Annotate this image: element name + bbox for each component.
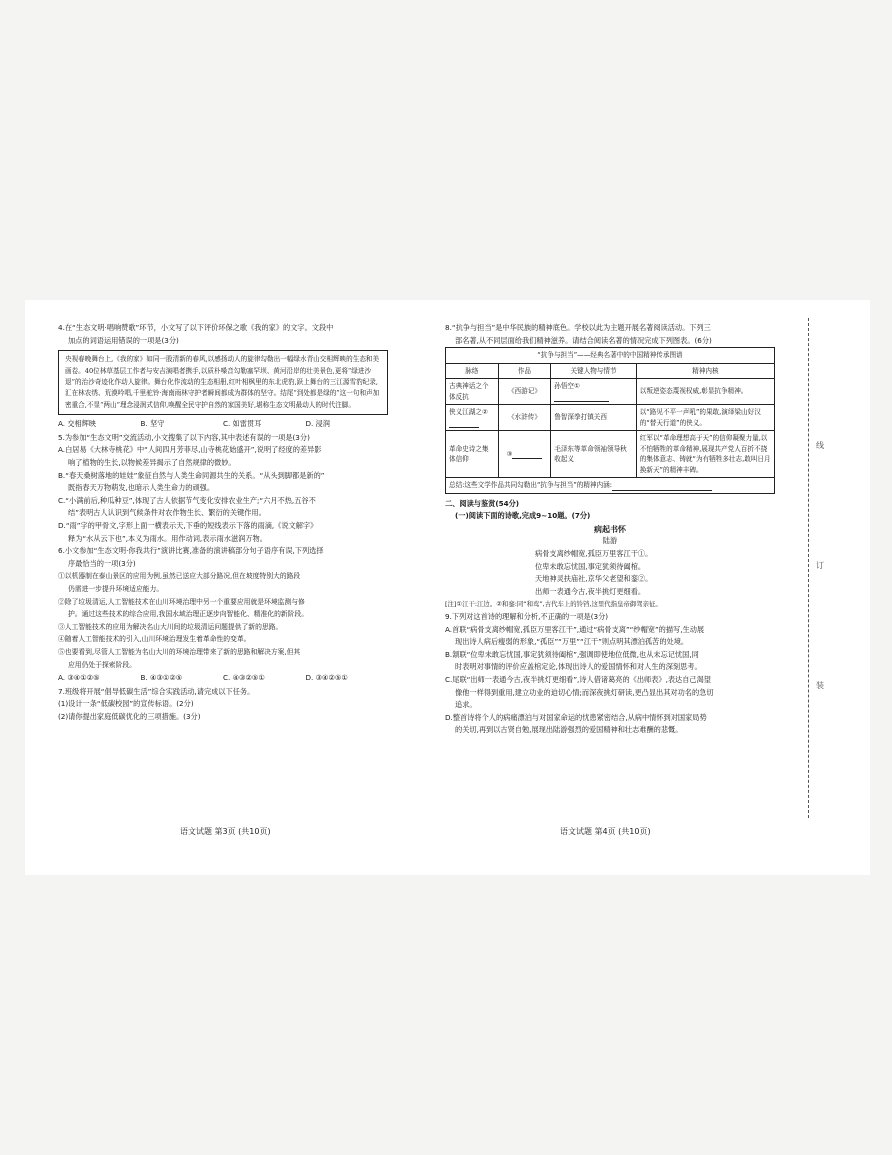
q4-option-b[interactable]: B. 坚守 [140,419,165,429]
q4-stem2: 加点的词语运用错误的一项是(3分) [68,335,179,345]
q5-line: A.白居易《大林寺桃花》中“人间四月芳菲尽,山寺桃花始盛开”,说明了经度的差异影 [58,445,322,455]
table-cell: 革命史诗之集体信仰 [446,431,499,478]
q5-line: C.“小满前后,种瓜种豆”,体现了古人依据节气变化安排农业生产;“六月不热,五谷不 [58,495,316,505]
q4-option-c[interactable]: C. 如雷贯耳 [223,419,262,429]
table-header: 关键人物与情节 [551,363,637,379]
table-row [446,405,775,431]
q9-line: A.首联“病骨支离纱帽宽,孤臣万里客江干”,通过“病骨支离”“纱帽宽”的描写,生动展 [445,624,705,634]
right-page [445,322,775,737]
table-cell: 以叛逆姿态蔑视权威,彰显抗争精神。 [636,379,774,405]
poem-line: 天地神灵扶庙社,京华父老望和銮②。 [535,574,653,584]
table-summary[interactable]: 总结:这些文学作品共同勾勒出“抗争与担当”的精神内涵: [446,478,775,494]
table-cell: 红军以“革命理想高于天”的信仰凝聚力量,以不怕牺牲的革命精神,展现共产党人百折不挠的集体意志、铸就“为有牺牲多壮志,敢叫日月换新天”的精神丰碑。 [636,431,774,478]
q5-line: 结”表明古人认识到气候条件对农作物生长、繁衍的关键作用。 [68,508,266,518]
q7-line: 7.班级将开展“倡导低碳生活”综合实践活动,请完成以下任务。 [58,686,255,696]
q4-passage: 央视春晚舞台上,《我的家》如同一股清新的春风,以感扬动人的旋律勾勒出一幅绿水青山交相辉映的生态和美画卷。40位林草基层工作者与安吉演唱者携手,以质朴嗓音勾勒塞罕坝、黄河沿岸的壮美景色,更将“绿进沙退”的治沙奇迹化作动人旋律。舞台化作流动的生态相册,红叶相枫里的东北虎豹,跃上舞台的三江源雪豹纪录,汇在林农绣、荒漠吟唱,千里驼铃·海南雨林守护者瞬间都成为群体的坚守。结尾“到处都是绿的”这一句和声加密重合,不显“两山”理念浸润式信仰,唤醒全民守护自然的家国美好,堪称生态文明最动人的时代注脚。 [58,350,388,415]
q5-line: 释为“水从云下也”,本义为雨水。用作动词,表示雨水滋润万物。 [68,533,267,543]
table-cell[interactable]: 孙悟空① [551,379,637,405]
right-footer: 语文试题 第4页 (共10页) [560,827,651,836]
q6-item: ④随着人工智能技术的引入,山川环境治理发生着革命性的变革。 [58,635,251,644]
poem [445,523,775,599]
q8-table [445,347,775,494]
table-header: 作品 [498,363,551,379]
q6-item: ⑤也要看到,尽管人工智能为名山大川的环境治理带来了新的思路和解决方案,但其 [58,647,301,656]
table-header: 精神内核 [636,363,774,379]
margin-mark-1: 线 [816,441,824,450]
q6-item: 护。通过这些技术的综合应用,我国水域治理正逐步向智能化、精准化的新阶段。 [68,610,309,619]
q8-stem: 8.“抗争与担当”是中华民族的精神底色。学校以此为主题开展名著阅读活动。下列三 [445,323,711,332]
q9-line: B.颔联“位卑未敢忘忧国,事定犹须待阖棺”,强调即使地位低微,也从未忘记忧国,同 [445,649,699,659]
margin-mark-2: 订 [816,561,824,570]
poem-line: 位卑未敢忘忧国,事定犹须待阖棺。 [535,561,646,571]
table-cell: 以“路见不平一声吼”的果敢,演绎梁山好汉的“替天行道”的侠义。 [636,405,774,431]
q9-line: 现出诗人病后瘦弱的形象,“孤臣”“万里”“江干”则点明其漂泊孤苦的处境。 [455,637,689,647]
q4-option-d[interactable]: D. 浸润 [305,419,330,429]
poem-author: 陆游 [602,536,618,546]
q7-line: (2)请你提出家庭低碳优化的三项措施。(3分) [58,711,201,721]
table-title: “抗争与担当”——经典名著中的中国精神传承图谱 [446,348,775,364]
table-cell: 《西游记》 [498,379,551,405]
q6-options [58,672,388,685]
binding-line [808,318,809,818]
q5-line: 5.为参加“生态文明”交流活动,小文搜集了以下内容,其中表述有误的一项是(3分) [58,432,310,442]
table-header: 脉络 [446,363,499,379]
q4-option-a[interactable]: A. 交相辉映 [58,419,97,429]
q6-line: 6.小文参加“生态文明·你我共行”演讲比赛,准备的演讲稿部分句子语序有误,下列选择 [58,546,324,556]
section-title: 二、阅读与鉴赏(54分) [445,498,520,508]
q5-line: D.“雨”字的甲骨文,字形上面一横表示天,下垂的短线表示下落的雨滴,《说文解字》 [58,520,318,530]
margin-mark-3: 装 [816,681,824,690]
q5-line: B.“春天桑树落地的娃娃”象征自然与人类生命同源共生的关系。“从头到脚都是新的” [58,470,325,480]
poem-note: [注]①江干:江边。②和銮:同“和鸾”,古代车上的铃铛,这里代指皇帝御驾亲征。 [445,600,662,609]
q6-option-a[interactable]: A. ③④①②⑤ [58,673,100,683]
q9-line: D.整首诗将个人的病痛漂泊与对国家命运的忧患紧密结合,从病中情怀到对国家局势 [445,712,707,722]
q9-line: 时表明对事情的评价应盖棺定论,体现出诗人的爱国情怀和对人生的深刻思考。 [455,662,702,672]
left-footer: 语文试题 第3页 (共10页) [180,827,271,836]
q5-line: 既指春天万物萌发,也暗示人类生命力的顽强。 [68,483,215,493]
table-row [446,379,775,405]
table-cell[interactable]: ③ [498,431,551,478]
q9-line: C.尾联“出师一表通今古,夜半挑灯更细看”,诗人借诸葛亮的《出师表》,表达自己渴望 [445,675,711,684]
q6-item: 仍需进一步提升环境适应能力。 [68,584,164,593]
poem-title: 病起书怀 [594,523,626,534]
table-cell: 古典神话之个体反抗 [446,379,499,405]
left-page [58,322,388,723]
q5-line: 响了植物的生长,以物候差异揭示了自然规律的微妙。 [68,458,236,467]
q9-line: 追求。 [455,700,477,710]
poem-line: 病骨支离纱帽宽,孤臣万里客江干①。 [535,549,653,559]
q6-line: 序最恰当的一项(3分) [68,558,136,568]
q7-line: (1)设计一条“低碳校园”的宣传标语。(2分) [58,699,194,709]
q6-item: ①以机器制在泰山景区的应用为例,虽然已送应大部分路况,但在坡度特别大的路段 [58,572,301,581]
q4-options [58,418,388,431]
q8-stem2: 部名著,从不同层面给我们精神滋养。请结合阅读名著的情况完成下列图表。(6分) [455,335,712,345]
q6-option-c[interactable]: C. ④③②⑤① [223,673,265,683]
q6-item: ②除了垃圾清运,人工智能技术在山川环境治理中另一个重要应用就是环境监测与修 [58,597,305,606]
q9-line: 像他一样得到重用,建立功业的迫切心情;而深夜挑灯研读,更凸显出其对功名的急切 [455,687,714,697]
q6-option-b[interactable]: B. ④③①②⑤ [140,673,183,683]
q6-item: 应用仍处于探索阶段。 [68,660,136,669]
table-cell: 《水浒传》 [498,405,551,431]
poem-intro: (一)阅读下面的诗歌,完成9~10题。(7分) [455,511,591,521]
q6-items [58,570,388,671]
q9-line: 的关切,再到以古贤自勉,展现出陆游强烈的爱国精神和壮志难酬的悲慨。 [455,725,683,735]
table-cell: 毛泽东等革命领袖领导秋收起义 [551,431,637,478]
poem-line: 出师一表通今古,夜半挑灯更细看。 [535,586,646,596]
table-row [446,431,775,478]
q9-stem: 9.下列对这首诗的理解和分析,不正确的一项是(3分) [445,612,609,622]
table-cell[interactable]: 侠义江湖之② [446,405,499,431]
q6-item: ③人工智能技术的应用为解决名山大川间的垃圾清运问题提供了新的思路。 [58,622,283,631]
q6-option-d[interactable]: D. ③④②⑤① [305,673,348,683]
table-cell: 鲁智深拳打镇关西 [551,405,637,431]
q4-stem: 4.在“生态文明·唱响赞歌”环节，小文写了以下评价环保之歌《我的家》的文字。文段中 [58,323,334,332]
